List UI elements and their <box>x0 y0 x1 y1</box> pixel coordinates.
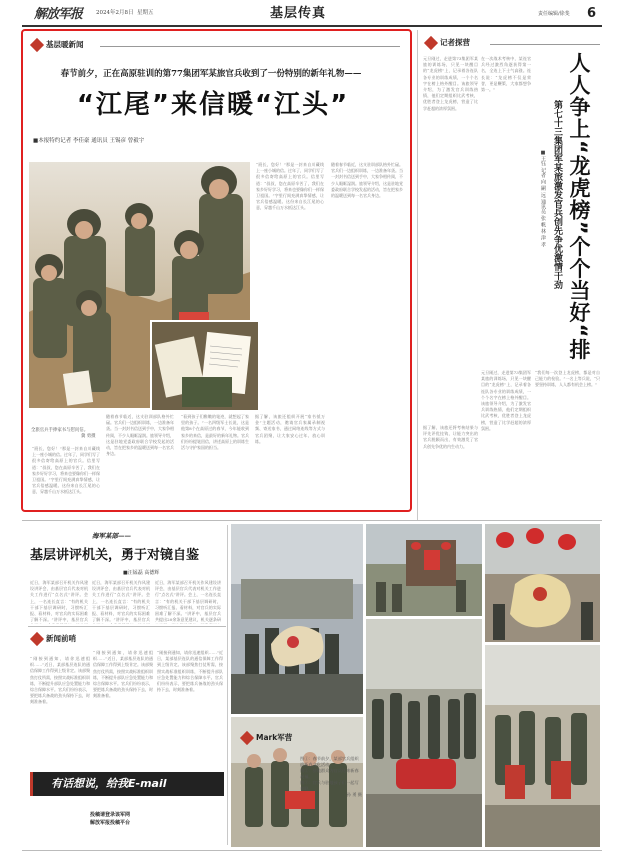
diamond-icon <box>30 38 44 52</box>
bottom-headline: 基层讲评机关，勇于对镜自鉴 <box>30 548 200 563</box>
probe-body-col-1: 元旦刚过，走进第73集团军某旅的训练场，只见一块醒目的“龙虎榜”上，记录着各连队各专业的训练成绩，一个个名字在榜上格外醒目。该旅领导介绍，为了激发官兵训练热情，他们定期组织比武考核，优胜者登上龙虎榜，营造了比学赶超的浓厚氛围。 <box>423 56 478 111</box>
section-title: 基层传真 <box>270 6 327 21</box>
probe-body-col-2: 在一次战术考核中，某连官兵经过激烈角逐获得第一名，全连上下士气高涨。连长说：“龙虎榜不仅是荣誉，更是鞭策，大家都想争第一。” <box>481 56 531 93</box>
photo-lion-dance <box>231 524 363 714</box>
mark-captions: 图①：春节前夕，某部官兵组织迎新春文化活动。 图②：驻地群众为官兵送来新春祝福。 图③：官兵与驻地孩子们一起写春联。 孙 勇 摄 <box>300 756 362 797</box>
news-brief-col-2: “刚接到通知，请你迅速组织……”近日，某部基层连队的通信保障工作得到上级肯定。该部聚焦打仗所需，按照实战标准组织训练，不断提升部队应急处置能力和综合保障水平。官兵们纷纷表示，要把练兵备战的劲头保持下去，时刻准备着。 <box>93 650 153 699</box>
photo-red-lantern-lion <box>485 524 600 642</box>
page-number: 6 <box>587 6 597 21</box>
probe-subhead: 第七十三集团军某旅激发官兵创先争优激情干劲 <box>552 100 562 289</box>
diamond-icon <box>240 731 254 745</box>
column-divider <box>417 30 418 520</box>
lead-tag-rule <box>100 46 400 47</box>
email-banner: 有话想说，给我E-mail <box>30 772 224 796</box>
masthead-logo: 解放军报 <box>34 7 83 22</box>
letters-inset-photo <box>150 320 260 412</box>
news-brief-col-3: “刚接到通知，请你迅速组织……”近日，某部基层连队的通信保障工作得到上级肯定。该部聚焦打仗所需，按照实战标准组织训练，不断提升部队应急处置能力和综合保障水平。官兵们纷纷表示，要把练兵备战的劲头保持下去，时刻准备着。 <box>157 650 223 693</box>
reporter-probe-tag: 记者探营 <box>426 38 470 48</box>
mid-rule <box>22 520 602 521</box>
diamond-icon <box>424 36 438 50</box>
photo-village-lanterns <box>366 524 482 616</box>
lead-byline: ■本报特约记者 李佳豪 通讯员 王锡彦 曾毅宇 <box>33 138 145 144</box>
email-platform-line: 解放军报投稿平台 <box>90 820 131 826</box>
photo-crowd-street <box>366 619 482 847</box>
bottom-body-col-2: 近日，海军某部召开机关作风建设讲评会，由基层官兵代表对机关工作进行“点名式”讲评。会上，一名连长直言：“有的机关干部下基层调研时，习惯听汇报、看材料，对官兵的实际困难了解不深。”讲评中，基层官兵 <box>92 580 150 623</box>
probe-tag-rule <box>490 44 600 45</box>
bottom-body-col-1: 近日，海军某部召开机关作风建设讲评会，由基层官兵代表对机关工作进行“点名式”讲评。会上，一名连长直言：“有的机关干部下基层调研时，习惯听汇报、看材料，对官兵的实际困难了解不深。”讲评中，基层官兵 <box>30 580 88 623</box>
email-submit-line: 投稿请登录该军网 <box>90 812 131 818</box>
issue-date: 2024年2月8日 星期五 <box>96 10 154 16</box>
probe-body-col-4: “我们每一次登上龙虎榜，都是对自己能力的检验。”一名上等兵说，“只要坚持训练，人人都有机会上榜。” <box>535 370 600 388</box>
news-brief-tag: 新闻前哨 <box>32 634 76 644</box>
diamond-icon <box>30 632 44 646</box>
lead-tag: 基层暖新闻 <box>32 40 84 50</box>
probe-byline: ■王钰 记者 向 嗣 远 通讯员 张 帆 林 津 孝 <box>540 150 546 247</box>
bottom-rule-1 <box>28 626 226 627</box>
photo-kids-soldiers <box>485 645 600 847</box>
probe-body-col-5: 元旦刚过，走进第73集团军某旅的训练场，只见一块醒目的“龙虎榜”上，记录着各连队各专业的训练成绩，一个个名字在榜上格外醒目。该旅领导介绍，为了激发官兵训练热情，他们定期组织比武考核，优胜者登上龙虎榜，营造了比学赶超的浓厚氛围。 <box>481 370 531 431</box>
lead-subhead: 春节前夕，正在高原驻训的第77集团军某旅官兵收到了一份特别的新年礼物—— <box>60 69 362 79</box>
bottom-body-col-3: 近日，海军某部召开机关作风建设讲评会，由基层官兵代表对机关工作进行“点名式”讲评。会上，一名连长直言：“有的机关干部下基层调研时，习惯听汇报、看材料，对官兵的实际困难了解不深。”讲评中，基层官兵共提出20余条意见建议，机关逐条研 <box>155 580 221 623</box>
lead-body-col-2: 随着春节临近，这支驻训部队格外忙碌。官兵们一边组织训练，一边准备年货。当一封封书信送到手中，大家争相传阅，不少人眼眶湿润。旅领导介绍，这是驻地党委政府联合学校发起的活动，旨在把家乡的温暖送到每一名官兵身边。 <box>106 414 174 457</box>
mark-tag: Mark军营 <box>242 733 292 743</box>
editor-credit: 责任编辑/徐斐 <box>538 11 570 17</box>
bottom-divider <box>227 525 228 845</box>
lead-body-col-3: “看到孩子们稚嫩的笔迹，就想起了家里的孩子。”一名四级军士长说，这是他第8个在高原过的春节，今年能收到家乡的来信，是最好的新年礼物。官兵们纷纷提笔回信，讲述高原上的训练生活与守护家国的担当。 <box>181 414 249 451</box>
news-brief-col-1: “刚接到通知，请你迅速组织……”近日，某部基层连队的通信保障工作得到上级肯定。该部聚焦打仗所需，按照实战标准组织训练，不断提升部队应急处置能力和综合保障水平。官兵们纷纷表示，要把练兵备战的劲头保持下去，时刻准备着。 <box>30 656 90 705</box>
page-bottom-rule <box>22 850 602 851</box>
masthead-rule <box>22 25 602 27</box>
lead-body-col-4: 据了解，该旅还组织开展“家书抵万金”主题活动，邀请官兵家属录制视频、寄送家书，通过网络连线等方式与官兵团聚，让大家安心过年、放心训练。 <box>255 414 325 444</box>
lead-photo-caption: 全旅官兵手捧家书与慰问信。 冀 勇摄 <box>31 428 96 439</box>
bottom-kicker: 海军某部—— <box>92 532 131 540</box>
bottom-byline: ■汪锰磊 高德辉 <box>123 570 160 576</box>
lead-body-col-6: 随着春节临近，这支驻训部队格外忙碌。官兵们一边组织训练，一边准备年货。当一封封书信送到手中，大家争相传阅，不少人眼眶湿润。旅领导介绍，这是驻地党委政府联合学校发起的活动，旨在把家乡的温暖送到每一名官兵身边。 <box>331 162 403 199</box>
lead-body-col-1: “班长，您好！”那是一封来自川藏线上一座小城的信。过年了，同学们写了很多信寄给高原上的官兵。信里写道：“叔叔，您在高原辛苦了，我们在家乡好好学习，将来也要像你们一样保卫祖国。”字里行间充满真挚情感，让官兵倍感温暖。这份来自长江尾的心意，穿越千山万水抵达江头。 <box>32 446 100 495</box>
probe-body-col-3: 据了解，该旅还将考核结果与评先评优挂钩，让能力突出的官兵脱颖而出，有效激发了官兵创先争优的内生动力。 <box>423 425 478 449</box>
lead-headline: “江尾”来信暖“江头” <box>76 90 350 120</box>
probe-headline: 人人争上“龙虎榜”个个当好“排 <box>567 52 591 361</box>
lead-body-col-5: “班长，您好！”那是一封来自川藏线上一座小城的信。过年了，同学们写了很多信寄给高原上的官兵。信里写道：“叔叔，您在高原辛苦了，我们在家乡好好学习，将来也要像你们一样保卫祖国。”字里行间充满真挚情感，让官兵倍感温暖。这份来自长江尾的心意，穿越千山万水抵达江头。 <box>256 162 324 211</box>
